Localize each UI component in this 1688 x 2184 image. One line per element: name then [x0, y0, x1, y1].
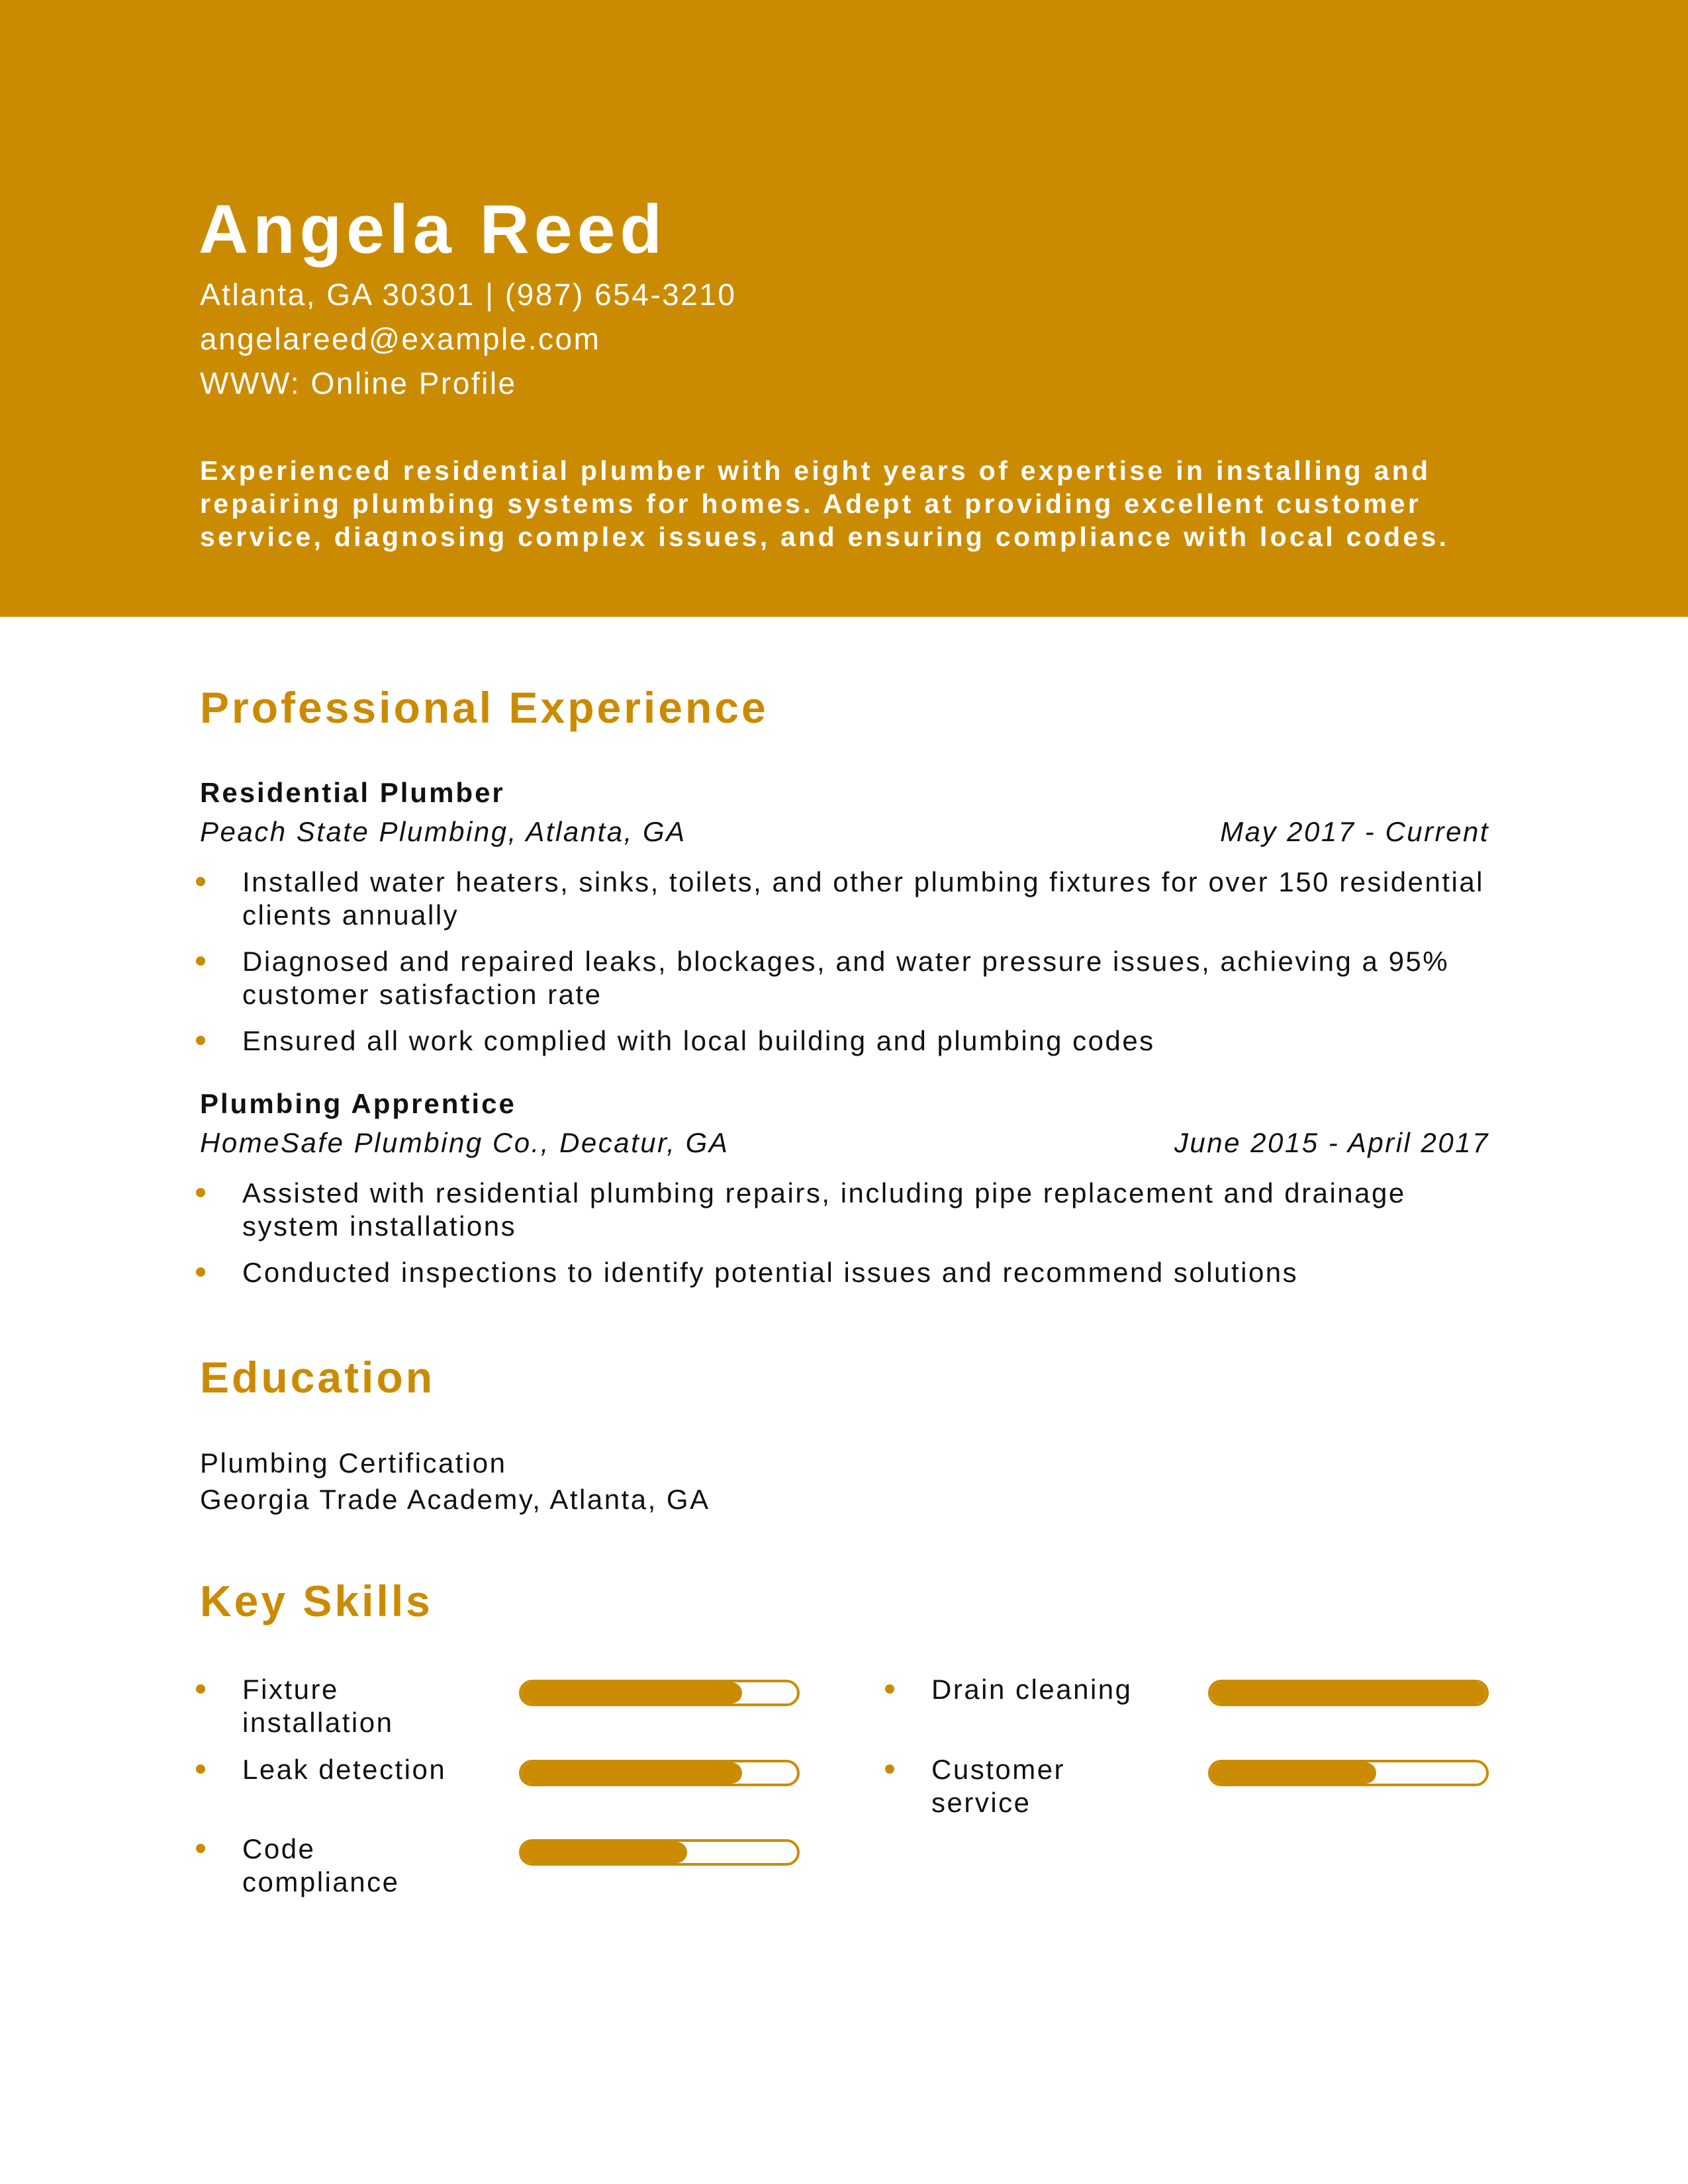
candidate-name: Angela Reed: [199, 191, 667, 268]
skill-level-fill: [522, 1682, 742, 1704]
skill-level-fill: [522, 1842, 687, 1863]
bullet-text: Conducted inspections to identify potential issues and recommend solutions: [242, 1257, 1299, 1288]
education-heading: Education: [200, 1353, 436, 1402]
job-company: HomeSafe Plumbing Co., Decatur, GA: [200, 1127, 729, 1158]
bullet-text: Diagnosed and repaired leaks, blockages, and water pressure issues, achieving a 95% customer satisfaction rate: [242, 946, 1450, 1010]
bullet-dot-icon: [885, 1764, 894, 1774]
skill-item: [885, 1753, 1547, 1833]
bullet-dot-icon: [196, 1684, 205, 1694]
skill-level-fill: [522, 1762, 742, 1784]
email-link[interactable]: angelareed@example.com: [200, 322, 601, 356]
skill-level-fill: [1211, 1762, 1376, 1784]
job-title: Residential Plumber: [200, 777, 505, 808]
job-company: Peach State Plumbing, Atlanta, GA: [200, 816, 686, 847]
skill-level-fill: [1211, 1682, 1486, 1704]
website-link[interactable]: WWW: Online Profile: [200, 366, 517, 400]
job-dates: May 2017 - Current: [1220, 816, 1489, 847]
skill-level-bar: [519, 1680, 800, 1706]
job-title: Plumbing Apprentice: [200, 1088, 516, 1119]
skill-item: [196, 1673, 858, 1752]
skill-name: Leak detection: [242, 1754, 447, 1785]
experience-heading: Professional Experience: [200, 683, 769, 732]
skill-level-bar: [1208, 1760, 1489, 1786]
bullet-dot-icon: [196, 877, 205, 886]
bullet-dot-icon: [885, 1684, 894, 1694]
bullet-text: Assisted with residential plumbing repairs, including pipe replacement and drainage system installations: [242, 1177, 1406, 1242]
bullet-dot-icon: [196, 956, 205, 966]
bullet-dot-icon: [196, 1844, 205, 1853]
skill-name: Customer service: [931, 1754, 1066, 1818]
location-phone: Atlanta, GA 30301 | (987) 654-3210: [200, 277, 737, 312]
skill-item: [196, 1833, 858, 1912]
skill-name: Drain cleaning: [931, 1674, 1133, 1705]
skill-name: Code compliance: [242, 1833, 400, 1897]
education-degree: Plumbing Certification: [200, 1447, 507, 1479]
bullet-dot-icon: [196, 1764, 205, 1774]
skill-item: [196, 1753, 858, 1833]
bullet-text: Ensured all work complied with local building and plumbing codes: [242, 1025, 1155, 1056]
skill-level-bar: [1208, 1680, 1489, 1706]
skill-name: Fixture installation: [242, 1674, 394, 1738]
skill-level-bar: [519, 1760, 800, 1786]
skill-level-bar: [519, 1839, 800, 1866]
header-band: [0, 0, 1688, 617]
education-school: Georgia Trade Academy, Atlanta, GA: [200, 1484, 710, 1515]
bullet-text: Installed water heaters, sinks, toilets, and other plumbing fixtures for over 150 residential clients annually: [242, 866, 1485, 931]
bullet-dot-icon: [196, 1036, 205, 1045]
job-dates: June 2015 - April 2017: [1174, 1127, 1489, 1158]
professional-summary: Experienced residential plumber with eight years of expertise in installing and repairing plumbing systems for homes. Adept at providing excellent customer service, diagnosing complex issues, and ensuring compliance with local codes.: [200, 455, 1450, 552]
skills-heading: Key Skills: [200, 1576, 433, 1625]
bullet-dot-icon: [196, 1267, 205, 1277]
bullet-dot-icon: [196, 1188, 205, 1197]
skill-item: [885, 1673, 1547, 1752]
